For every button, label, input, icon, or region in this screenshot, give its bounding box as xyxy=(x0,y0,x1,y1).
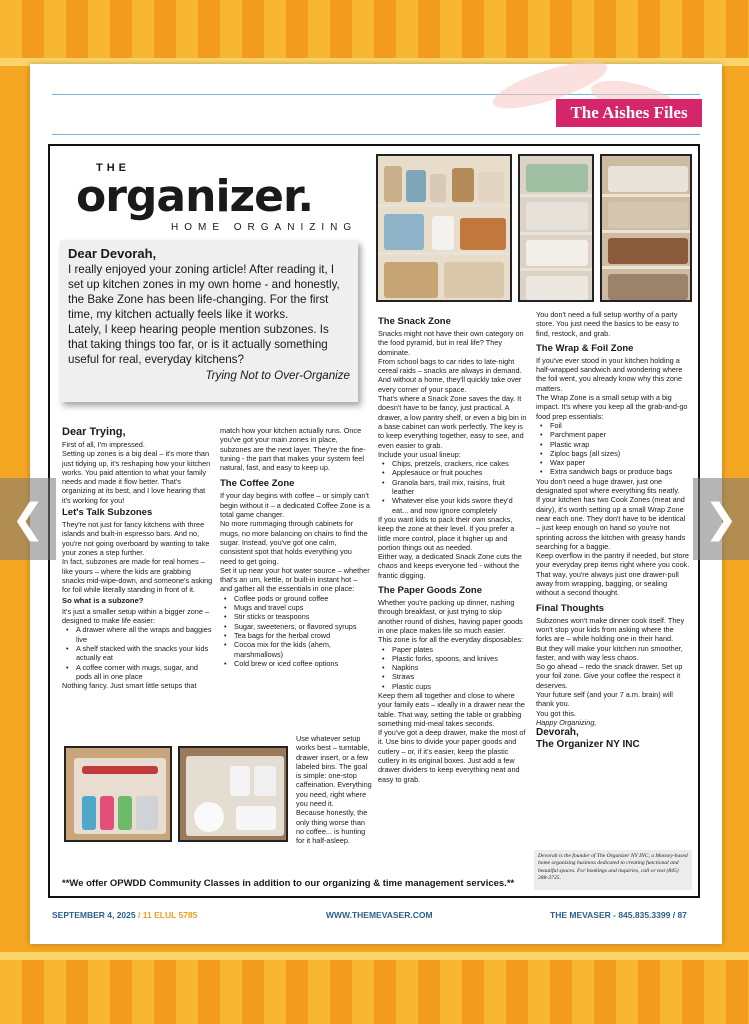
wrap-essentials-list xyxy=(536,421,690,477)
shelf xyxy=(602,266,690,269)
author-name: Devorah, xyxy=(536,727,579,739)
list-item: • A shelf stacked with the snacks your kids actually eat xyxy=(62,644,214,663)
plates xyxy=(194,802,224,832)
paper-goods-drawer-photo xyxy=(178,746,288,842)
page-separator: / xyxy=(672,910,678,920)
paragraph: But they will make your kitchen run smoother, faster, and with way less chaos. xyxy=(536,643,683,662)
column-2 xyxy=(220,426,370,668)
letter-paragraph: I really enjoyed your zoning article! After reading it, I set up kitchen zones in my own home - and honestly, the Bake Zone has been life-changing. For the first time, my kitchen actually feels like it works. xyxy=(68,263,340,321)
shelf xyxy=(520,194,592,197)
article-frame xyxy=(48,144,700,898)
basket xyxy=(384,262,438,298)
next-page-button[interactable] xyxy=(693,478,749,560)
shelf xyxy=(520,232,592,235)
paragraph: Include your usual lineup: xyxy=(378,449,461,459)
list-item: • Paper plates xyxy=(378,645,528,654)
paragraph: You don't need a full setup worthy of a party store. You just need the basics to be easy to find, restock, and grab. xyxy=(536,310,679,338)
jar xyxy=(406,170,426,202)
wrap-foil-zone-heading: The Wrap & Foil Zone xyxy=(536,342,634,354)
list-item: • Stir sticks or teaspoons xyxy=(220,612,370,621)
cutlery-box xyxy=(230,766,250,796)
list-item: • Plastic forks, spoons, and knives xyxy=(378,654,528,663)
paragraph: You got this. xyxy=(536,708,576,718)
list-item: • Wax paper xyxy=(536,458,690,467)
final-thoughts-heading: Final Thoughts xyxy=(536,602,605,614)
box xyxy=(82,796,96,830)
list-item: • Extra sandwich bags or produce bags xyxy=(536,467,690,476)
subzones-heading: Let's Talk Subzones xyxy=(62,507,153,519)
list-item: • Parchment paper xyxy=(536,430,690,439)
pantry-shelves-photo xyxy=(600,154,692,302)
logo-the: THE xyxy=(96,162,130,174)
paragraph: Nothing fancy. Just smart little setups that xyxy=(62,681,197,691)
list-item: • Foil xyxy=(536,421,690,430)
basket xyxy=(444,262,504,298)
list-item: • Cocoa mix for the kids (ahem, marshmallows) xyxy=(220,640,370,659)
paragraph: If your day begins with coffee – or simply can't begin without it – a dedicated Coffee Zone is a total game changer. xyxy=(220,491,370,520)
top-decorative-band xyxy=(0,0,749,66)
gregorian-date: SEPTEMBER 4, 2025 xyxy=(52,910,136,920)
paragraph: First of all, I'm impressed. xyxy=(62,440,145,449)
shelf xyxy=(378,252,510,255)
list-item: • Chips, pretzels, crackers, rice cakes xyxy=(378,459,528,468)
list-item: • Napkins xyxy=(378,663,528,672)
paragraph: Keep them all together and close to where your family eats – ideally in a drawer near the table. That way, setting the table or grabbing something mid-meal takes seconds. xyxy=(378,690,525,728)
list-item: • A drawer where all the wraps and baggies live xyxy=(62,625,214,644)
paragraph: Setting up zones is a big deal – it's more than just tidying up, it's reshaping how your kitchen works. You paid attention to what your family needs and made it flow better. That's organizing at its best, and I love hearing that it's working for you! xyxy=(62,449,211,505)
paragraph: In fact, subzones are made for real homes – like yours – where the kids are grabbing snacks mid-wipe-down, and someone's asking for foil while literally standing in front of it. xyxy=(62,557,213,595)
organizer-logo xyxy=(68,162,368,232)
column-2-continued xyxy=(296,734,372,846)
date-separator: / xyxy=(138,910,143,920)
paragraph: If you've got a deep drawer, make the most of it. Use bins to divide your paper goods and cutlery – or, if it's easier, keep the plastic cutlery in its original boxes. Just add a few drawer dividers to keep everything neat and easy to grab. xyxy=(378,728,526,784)
reply-heading: Dear Trying, xyxy=(62,426,126,438)
paragraph: Use whatever setup works best – turntable, drawer insert, or a few labeled bins. The goal is simple: one-stop caffeination. Everything you need, right where you need it. xyxy=(296,734,372,809)
letter-signature: Trying Not to Over-Organize xyxy=(205,369,350,382)
paragraph: From school bags to car rides to late-night cereal raids – snacks are always in demand. And without a home, they'll quickly take over every corner of your space. xyxy=(378,356,522,394)
bin xyxy=(384,214,424,250)
paragraph: match how your kitchen actually runs. Once you've got your main zones in place, subzones are the next layer. They're the fine-tuning - the part that makes your system feel natural, fast, and easy to keep up. xyxy=(220,426,366,473)
list-item: • Straws xyxy=(378,672,528,681)
jar xyxy=(430,174,446,202)
paragraph: That's where a Snack Zone saves the day. It doesn't have to be fancy, just practical. A drawer, a low pantry shelf, or even a big bin in a base cabinet can work perfectly. The key is to keep everything together, easy to see, and even easier to grab. xyxy=(378,394,527,450)
list-item: • A coffee corner with mugs, sugar, and pods all in one place xyxy=(62,663,214,682)
canister-row xyxy=(608,274,688,300)
column-3 xyxy=(378,316,528,784)
list-item: • Cold brew or iced coffee options xyxy=(220,659,370,668)
canister-row xyxy=(608,238,688,264)
company-name: The Organizer NY INC xyxy=(536,739,640,751)
box xyxy=(136,796,158,830)
bin xyxy=(460,218,506,250)
jar-row xyxy=(608,202,688,228)
letter-salutation: Dear Devorah, xyxy=(68,246,157,261)
subzone-examples-list xyxy=(62,625,214,681)
list-item: • Plastic wrap xyxy=(536,440,690,449)
hebrew-date: 11 ELUL 5785 xyxy=(142,910,198,920)
subzone-definition-heading: So what is a subzone? xyxy=(62,596,144,606)
paragraph: Keep overflow in the pantry if needed, but store your everyday prep items right where you cook. That way, you're always just one drawer-pull away from wrapping, bagging, or sealing without a second thought. xyxy=(536,551,690,598)
paragraph: Because honestly, the only thing worse than no coffee... is hunting for it half-asleep. xyxy=(296,808,368,846)
list-item: • Sugar, sweeteners, or flavored syrups xyxy=(220,622,370,631)
bin xyxy=(526,202,588,230)
box xyxy=(100,796,114,830)
logo-wordmark: organizer. xyxy=(76,171,314,222)
paragraph: Your future self (and your 7 a.m. brain) will thank you. xyxy=(536,689,673,709)
list-item: • Plastic cups xyxy=(378,682,528,691)
paragraph: If you want kids to pack their own snacks, keep the zone at their level. If you prefer a little more control, place it higher up and portion things out as needed. xyxy=(378,514,515,552)
previous-page-button[interactable] xyxy=(0,478,56,560)
website-link[interactable]: WWW.THEMEVASER.COM xyxy=(326,910,433,920)
closing-line: Happy Organizing, xyxy=(536,717,597,727)
paragraph: Subzones won't make dinner cook itself. They won't stop your kids from asking where the forks are – while holding one in their hand. xyxy=(536,615,685,644)
wrap-drawer-photo xyxy=(64,746,172,842)
shelf xyxy=(602,230,690,233)
snack-list xyxy=(378,459,528,515)
page-number: 87 xyxy=(677,910,687,920)
chevron-left-icon: ❮ xyxy=(11,496,45,542)
paragraph: Either way, a dedicated Snack Zone cuts the chaos and keeps everyone fed - without the frantic digging. xyxy=(378,552,522,580)
shelf xyxy=(378,204,510,207)
bottom-decorative-band xyxy=(0,952,749,1024)
list-item: • Tea bags for the herbal crowd xyxy=(220,631,370,640)
jar xyxy=(384,166,402,202)
paragraph: You don't need a huge drawer, just one designated spot where everything fits neatly. xyxy=(536,476,680,496)
jar xyxy=(478,172,504,202)
snack-zone-heading: The Snack Zone xyxy=(378,316,451,327)
paragraph: If you've ever stood in your kitchen holding a half-wrapped sandwich and wondering where the foil went, you already know why this zone matters. xyxy=(536,355,683,393)
paragraph: The Wrap Zone is a small setup with a big impact. It's where you keep all the grab-and-go food prep essentials: xyxy=(536,393,688,421)
list-item: • Ziploc bags (all sizes) xyxy=(536,449,690,458)
issue-date xyxy=(52,910,197,920)
roll xyxy=(82,766,158,774)
section-title: The Aishes Files xyxy=(556,99,702,127)
shelf xyxy=(602,194,690,197)
author-bio: Devorah is the founder of The Organizer NY INC, a Monsey-based home organizing business dedicated to creating functional and beautiful spaces. For bookings and inquiries, call or text (845) 288-3725. xyxy=(534,850,692,890)
paragraph: This zone is for all the everyday disposables: xyxy=(378,635,524,645)
letter-paragraph: Lately, I keep hearing people mention subzones. Is that taking things too far, or is it actually something useful for real, everyday kitchens? xyxy=(68,323,329,366)
jar xyxy=(452,168,474,202)
bin xyxy=(526,240,588,266)
shelf xyxy=(520,268,592,271)
list-item: • Applesauce or fruit pouches xyxy=(378,468,528,477)
column-1 xyxy=(62,426,214,690)
pitcher xyxy=(432,216,454,250)
bin xyxy=(526,276,588,300)
cabinet-photo xyxy=(518,154,594,302)
napkins xyxy=(236,806,276,830)
list-item: • Coffee pods or ground coffee xyxy=(220,594,370,603)
reader-letter xyxy=(60,240,358,402)
header-divider-line xyxy=(52,134,700,135)
paragraph: Snacks might not have their own category on the food pyramid, but in real life? They dominate. xyxy=(378,329,524,357)
paper-goods-list xyxy=(378,645,528,691)
paragraph: They're not just for fancy kitchens with three islands and built-in espresso bars. And no, you're not going overboard by wanting to take your zones a step further. xyxy=(62,520,210,557)
list-item: • Granola bars, trail mix, raisins, fruit leather xyxy=(378,478,528,497)
list-item: • Mugs and travel cups xyxy=(220,603,370,612)
chevron-right-icon: ❯ xyxy=(704,496,738,542)
coffee-zone-heading: The Coffee Zone xyxy=(220,478,295,490)
magazine-page xyxy=(30,64,722,944)
cutlery-box xyxy=(254,766,276,796)
paper-goods-zone-heading: The Paper Goods Zone xyxy=(378,585,482,597)
logo-subtitle: HOME ORGANIZING xyxy=(171,222,358,233)
paragraph: It's just a smaller setup within a bigger zone – designed to make life easier: xyxy=(62,606,209,626)
pantry-photo xyxy=(376,154,512,302)
coffee-essentials-list xyxy=(220,594,370,668)
bin xyxy=(526,164,588,192)
classes-footnote: **We offer OPWDD Community Classes in addition to our organizing & time management services.** xyxy=(62,878,515,889)
publication-info xyxy=(550,910,687,920)
paragraph: Set it up near your hot water source – whether that's an urn, kettle, or built-in instant hot – and gather all the essentials in one place: xyxy=(220,565,370,594)
paragraph: No more rummaging through cabinets for mugs, no more balancing on chairs to find the sugar. Instead, you've got one calm, consistent spot that holds everything you need to get going. xyxy=(220,519,368,566)
jar-row xyxy=(608,166,688,192)
list-item: • Whatever else your kids swore they'd eat... and now ignore completely xyxy=(378,496,528,515)
paragraph: If your kitchen has two Cook Zones (meat and dairy), it's worth setting up a small Wrap Zone near each one. They don't have to be identical – just keep enough on hand so you're not sprinting across the kitchen with greasy hands searching for a baggie. xyxy=(536,495,686,551)
publication-name: THE MEVASER - 845.835.3399 xyxy=(550,910,671,920)
paragraph: Whether you're packing up dinner, rushing through breakfast, or just trying to skip another round of dishes, having paper goods in one place makes life so much easier. xyxy=(378,598,523,635)
column-4 xyxy=(536,310,690,751)
box xyxy=(118,796,132,830)
paragraph: So go ahead – redo the snack drawer. Set up your foil zone. Give your coffee the respect it deserves. xyxy=(536,662,683,690)
